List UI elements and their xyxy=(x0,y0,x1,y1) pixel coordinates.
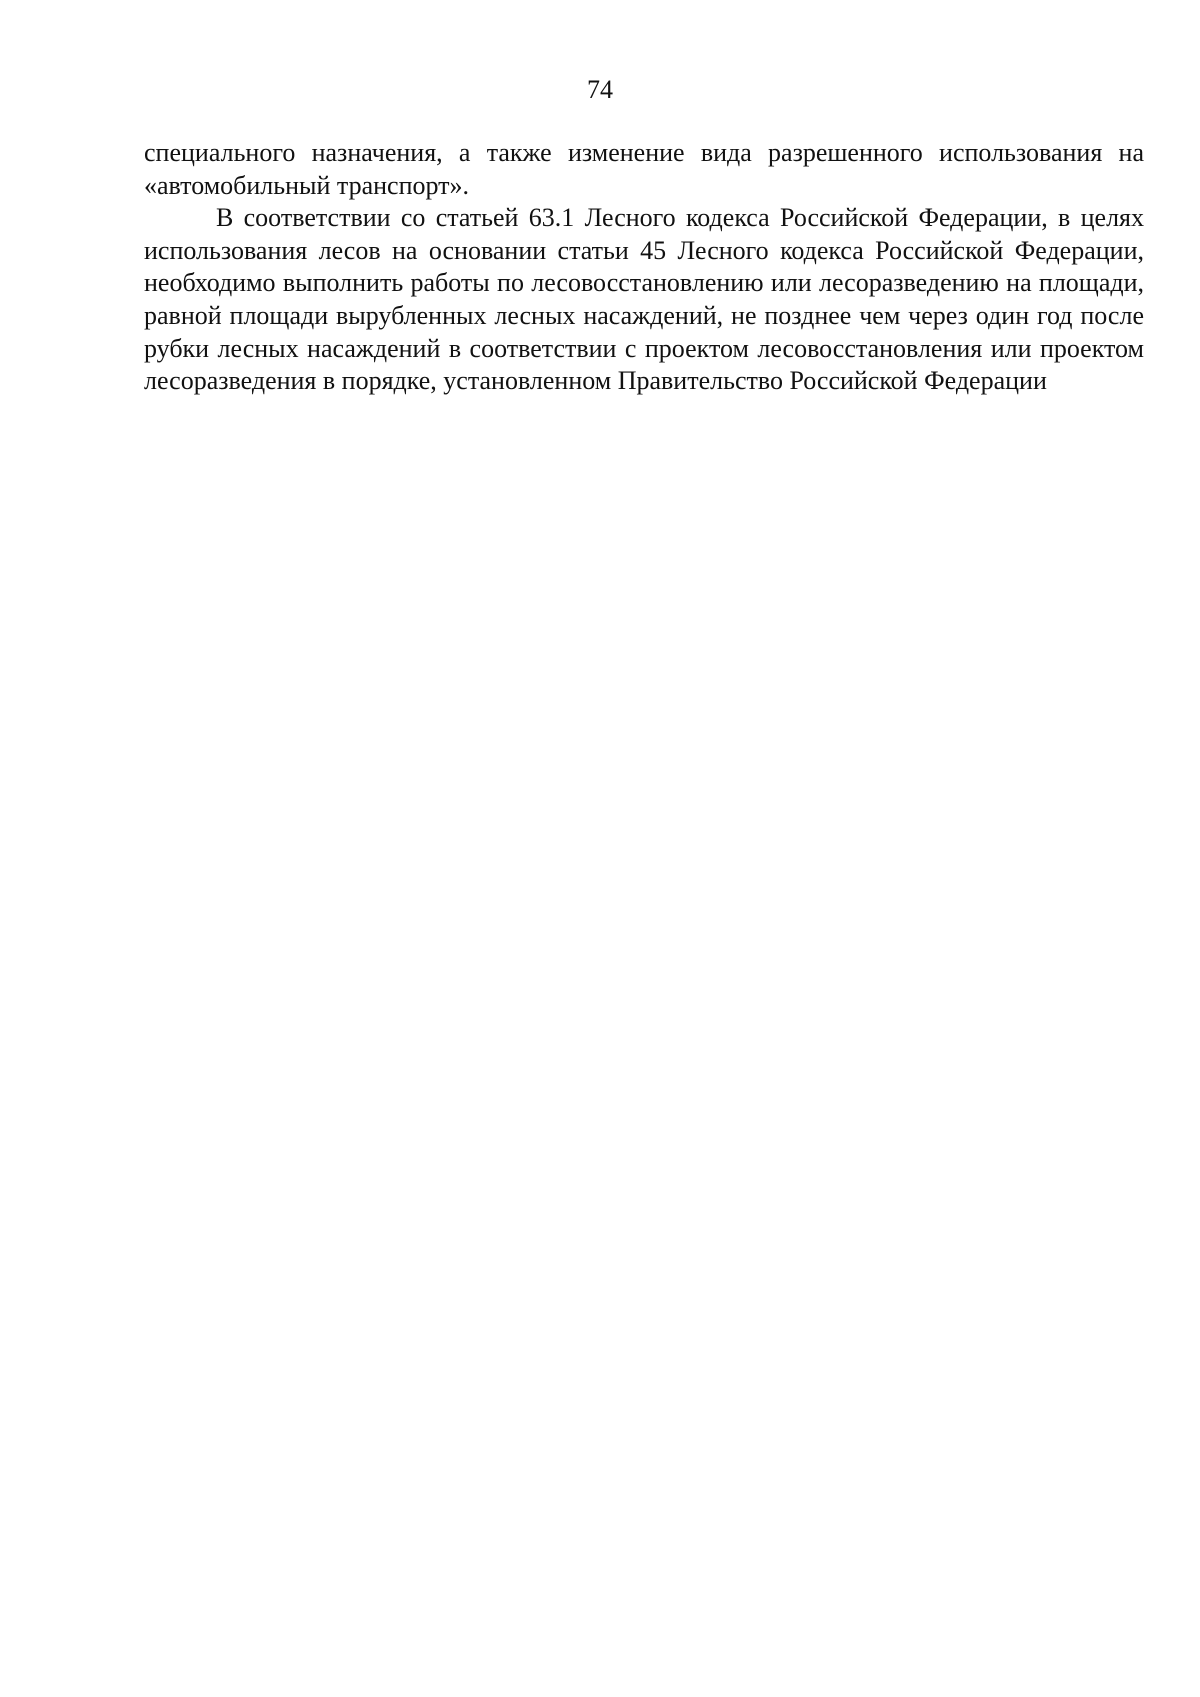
paragraph-forest-code: В соответствии со статьей 63.1 Лесного кодекса Российской Федерации, в целях использования лесов на основании статьи 45 Лесного кодекса Российской Федерации, необходимо выполнить работы по лесовосстановлению или лесоразведению на площади, равной площади вырубленных лесных насаждений, не позднее чем через один год после рубки лесных насаждений в соответствии с проектом лесовосстановления или проектом лесоразведения в порядке, установленном Правительство Российской Федерации xyxy=(144,203,1144,396)
paragraph-continuation: специального назначения, а также изменение вида разрешенного использования на «автомобильный транспорт». xyxy=(144,138,1144,200)
page-number: 74 xyxy=(587,75,613,104)
document-body xyxy=(144,137,1144,398)
